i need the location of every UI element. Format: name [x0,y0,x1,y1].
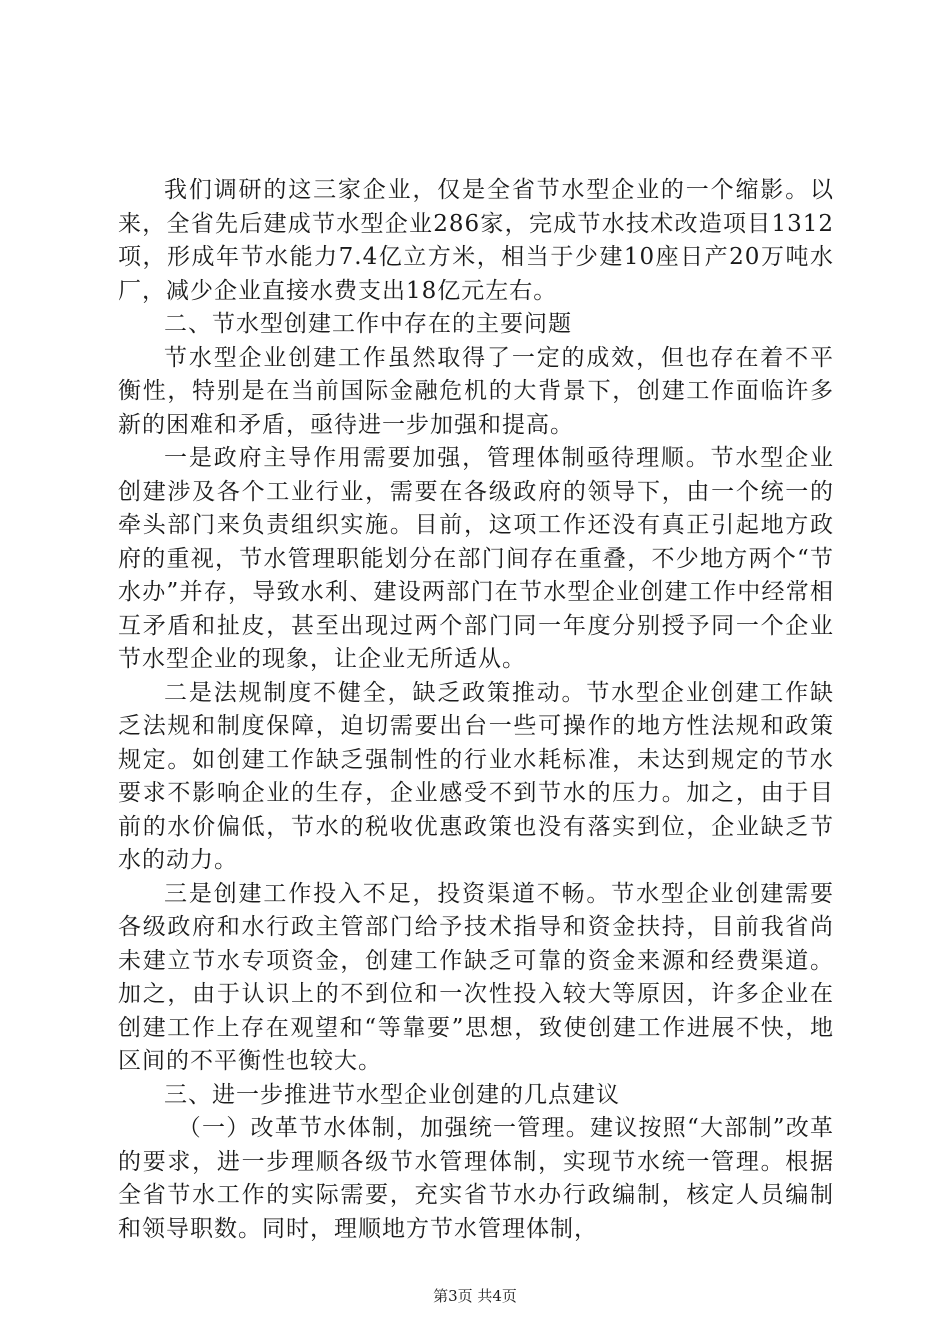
paragraph-suggestion-one: （一）改革节水体制，加强统一管理。建议按照“大部制”改革的要求，进一步理顺各级节水管理体制，实现节水统一管理。根据全省节水工作的实际需要，充实省节水办行政编制，核定人员编制和领导职数。同时，理顺地方节水管理体制， [118,1115,834,1242]
paragraph-problem-three: 三是创建工作投入不足，投资渠道不畅。节水型企业创建需要各级政府和水行政主管部门给予技术指导和资金扶持，目前我省尚未建立节水专项资金，创建工作缺乏可靠的资金来源和经费渠道。加之，由于认识上的不到位和一次性投入较大等原因，许多企业在创建工作上存在观望和“等靠要”思想，致使创建工作进展不快，地区间的不平衡性也较大。 [118,880,834,1074]
paragraph-problem-two: 二是法规制度不健全，缺乏政策推动。节水型企业创建工作缺乏法规和制度保障，迫切需要出台一些可操作的地方性法规和政策规定。如创建工作缺乏强制性的行业水耗标准，未达到规定的节水要求不影响企业的生存，企业感受不到节水的压力。加之，由于目前的水价偏低，节水的税收优惠政策也没有落实到位，企业缺乏节水的动力。 [118,679,834,873]
section-heading-problems: 二、节水型创建工作中存在的主要问题 [164,311,572,337]
section-heading-suggestions: 三、进一步推进节水型企业创建的几点建议 [164,1081,620,1108]
paragraph-problems-intro: 节水型企业创建工作虽然取得了一定的成效，但也存在着不平衡性，特别是在当前国际金融危机的大背景下，创建工作面临许多新的困难和矛盾，亟待进一步加强和提高。 [118,344,834,438]
document-body [118,174,834,1246]
paragraph-problem-one: 一是政府主导作用需要加强，管理体制亟待理顺。节水型企业创建涉及各个工业行业，需要在各级政府的领导下，由一个统一的牵头部门来负责组织实施。目前，这项工作还没有真正引起地方政府的重视，节水管理职能划分在部门间存在重叠，不少地方两个“节水办”并存，导致水利、建设两部门在节水型企业创建工作中经常相互矛盾和扯皮，甚至出现过两个部门同一年度分别授予同一个企业节水型企业的现象，让企业无所适从。 [118,445,834,672]
paragraph-summary: 我们调研的这三家企业，仅是全省节水型企业的一个缩影。以来，全省先后建成节水型企业286家，完成节水技术改造项目1312项，形成年节水能力7.4亿立方米，相当于少建10座日产20万吨水厂，减少企业直接水费支出18亿元左右。 [118,177,834,304]
page-footer: 第3页 共4页 [433,1287,517,1305]
